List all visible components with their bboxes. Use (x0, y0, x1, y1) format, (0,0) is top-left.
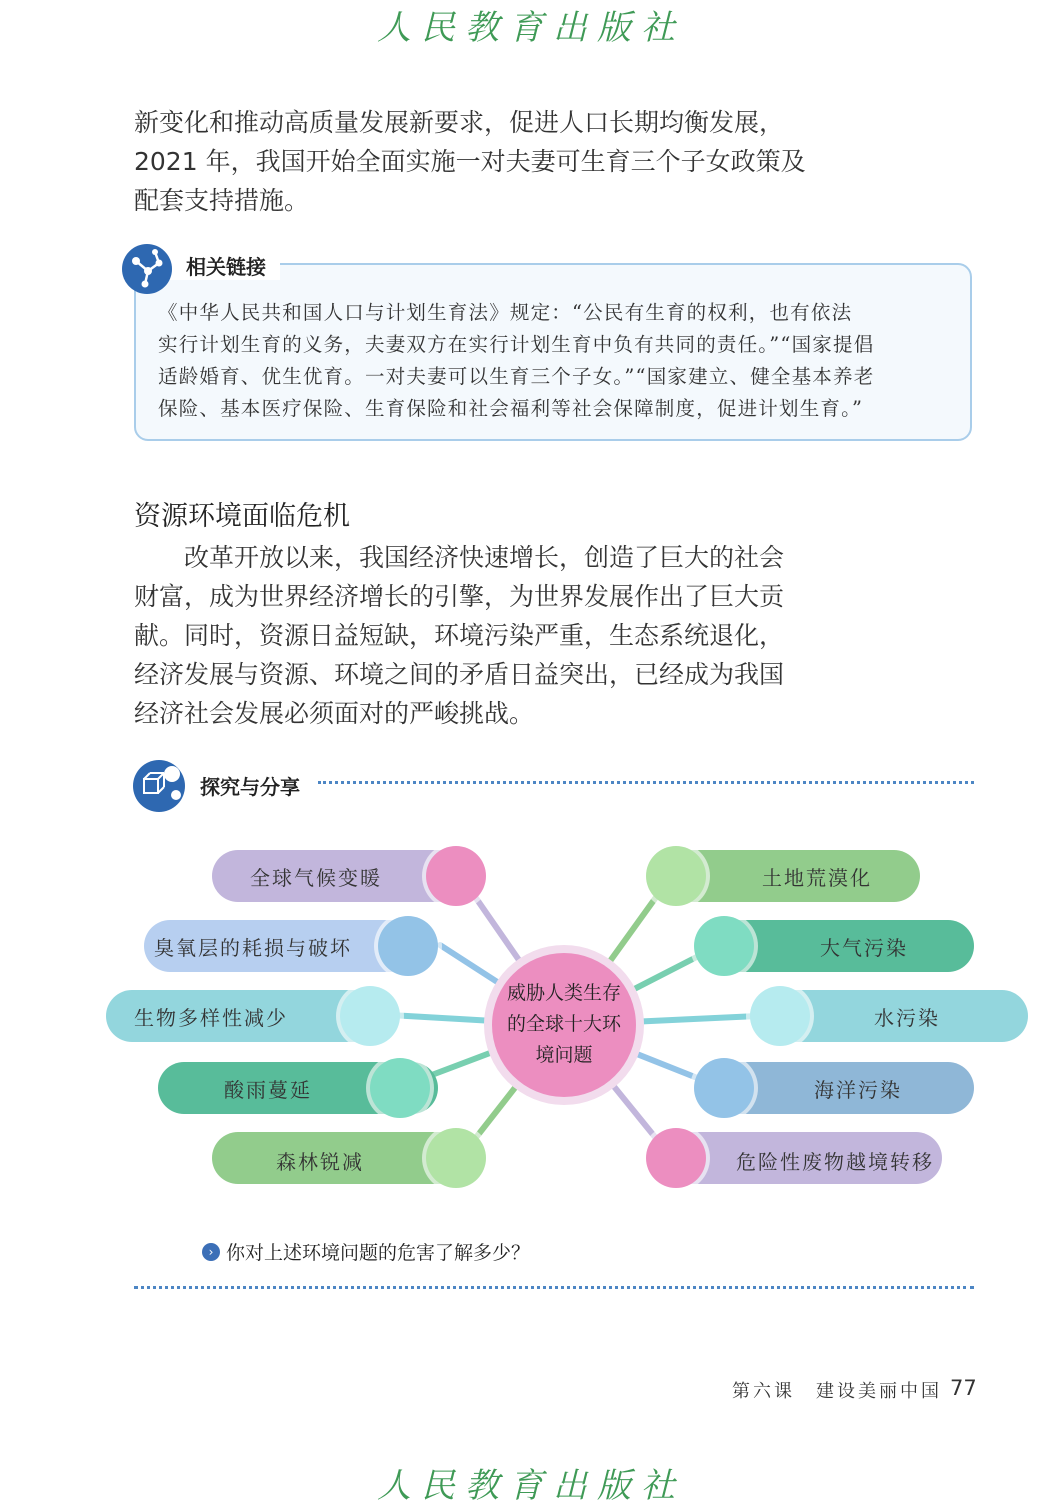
network-icon (121, 243, 173, 295)
paragraph-line: 经济发展与资源、环境之间的矛盾日益突出，已经成为我国 (134, 660, 785, 689)
arrow-bullet-icon: › (202, 1243, 220, 1261)
paragraph-line: 经济社会发展必须面对的严峻挑战。 (134, 699, 535, 728)
issue-desertification: 土地荒漠化 (762, 866, 872, 890)
issue-global-warming: 全球气候变暖 (250, 866, 382, 890)
paragraph-line: 2021 年，我国开始全面实施一对夫妻可生育三个子女政策及 (134, 147, 806, 176)
issue-deforestation: 森林锐减 (276, 1150, 364, 1174)
section-paragraph (134, 538, 785, 733)
dotted-divider (134, 1286, 974, 1289)
discussion-question: › 你对上述环境问题的危害了解多少？ (202, 1238, 530, 1265)
paragraph-line: 改革开放以来，我国经济快速增长，创造了巨大的社会 (184, 543, 785, 572)
related-link-line: 适龄婚育、优生优育。一对夫妻可以生育三个子女。”“国家建立、健全基本养老 (158, 365, 875, 388)
page-number: 77 (950, 1376, 977, 1400)
related-link-line: 《中华人民共和国人口与计划生育法》规定：“公民有生育的权利，也有依法 (158, 301, 853, 324)
issue-acid-rain: 酸雨蔓延 (224, 1078, 312, 1102)
related-link-line: 保险、基本医疗保险、生育保险和社会福利等社会保障制度，促进计划生育。” (158, 397, 864, 420)
intro-paragraph (134, 103, 806, 220)
related-link-title: 相关链接 (186, 255, 266, 279)
paragraph-line: 献。同时，资源日益短缺，环境污染严重，生态系统退化， (134, 621, 785, 650)
dotted-divider (318, 781, 974, 784)
issue-water-pollution: 水污染 (874, 1006, 940, 1030)
explore-title: 探究与分享 (200, 775, 300, 799)
issue-ocean-pollution: 海洋污染 (814, 1078, 902, 1102)
explore-molecule-icon (132, 759, 186, 813)
issue-air-pollution: 大气污染 (820, 936, 908, 960)
paragraph-line: 新变化和推动高质量发展新要求，促进人口长期均衡发展， (134, 108, 785, 137)
publisher-watermark-bottom: 人民教育出版社 (377, 1466, 685, 1506)
related-link-text (158, 297, 958, 425)
footer-lesson-title: 第六课 建设美丽中国 (732, 1381, 942, 1402)
paragraph-line: 配套支持措施。 (134, 186, 310, 215)
related-link-line: 实行计划生育的义务，夫妻双方在实行计划生育中负有共同的责任。”“国家提倡 (158, 333, 875, 356)
publisher-watermark-top: 人民教育出版社 (377, 8, 685, 48)
diagram-center-label: 威胁人类生存 的全球十大环 境问题 (506, 982, 621, 1066)
issue-ozone-depletion: 臭氧层的耗损与破坏 (154, 936, 352, 960)
issue-biodiversity-loss: 生物多样性减少 (134, 1006, 288, 1030)
issue-hazardous-waste: 危险性废物越境转移 (736, 1150, 934, 1174)
environment-issues-diagram (100, 830, 1040, 1210)
section-heading: 资源环境面临危机 (134, 501, 350, 532)
paragraph-line: 财富，成为世界经济增长的引擎，为世界发展作出了巨大贡 (134, 582, 785, 611)
